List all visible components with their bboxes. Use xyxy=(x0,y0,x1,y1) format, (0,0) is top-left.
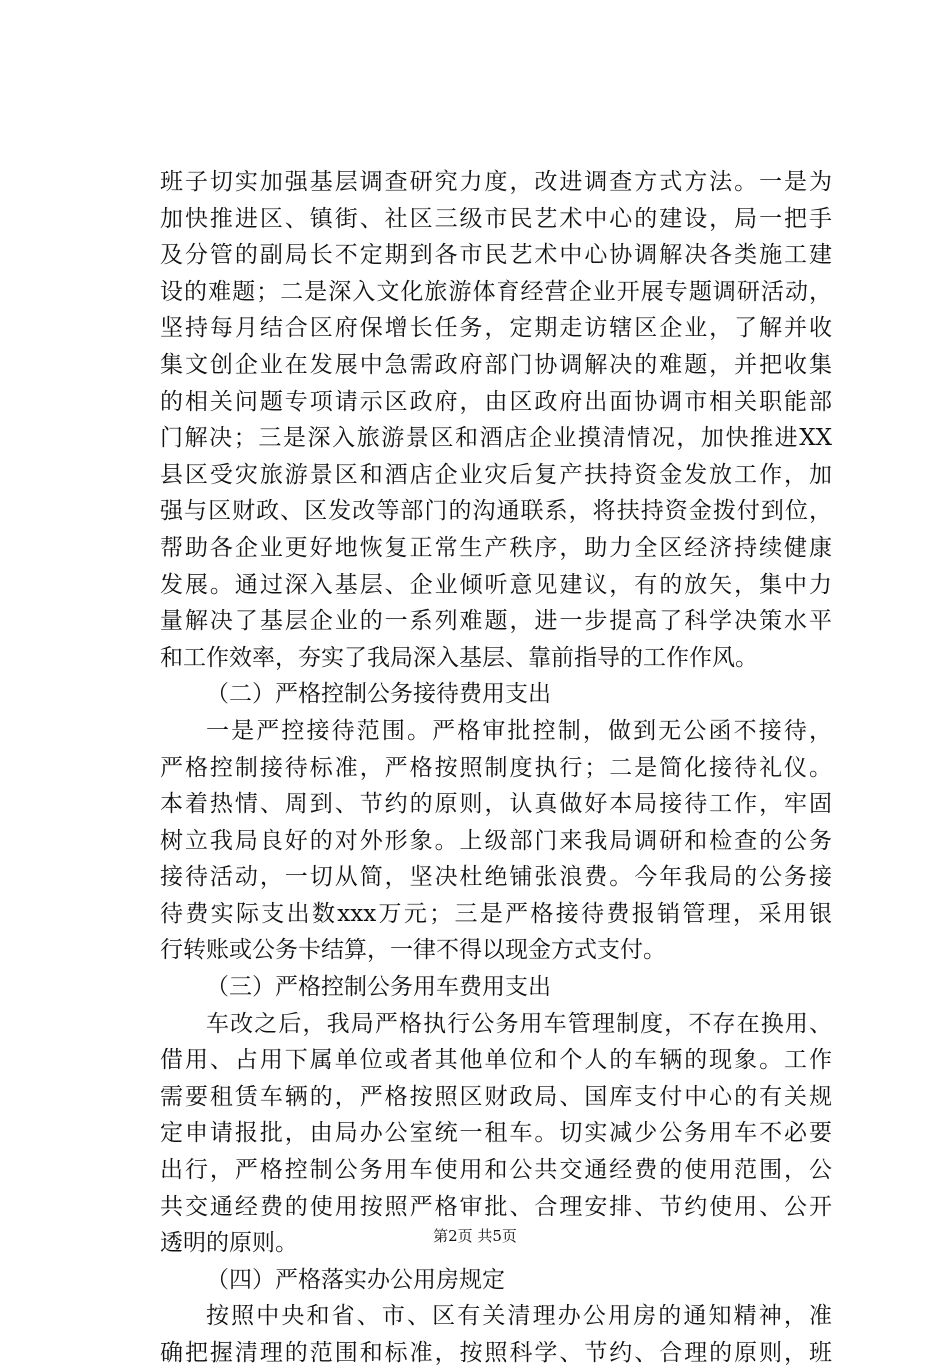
text-line: 待费实际支出数xxx万元；三是严格接待费报销管理，采用银 xyxy=(160,900,832,927)
text-line: 接待活动，一切从简，坚决杜绝铺张浪费。今年我局的公务接 xyxy=(160,864,832,891)
text-line: 共交通经费的使用按照严格审批、合理安排、节约使用、公开 xyxy=(160,1193,832,1220)
section-heading: （四）严格落实办公用房规定 xyxy=(206,1266,505,1293)
text-line: 本着热情、周到、节约的原则，认真做好本局接待工作，牢固 xyxy=(160,791,832,818)
text-line: 设的难题；二是深入文化旅游体育经营企业开展专题调研活动， xyxy=(160,278,832,305)
text-line: 坚持每月结合区府保增长任务，定期走访辖区企业，了解并收 xyxy=(160,315,832,342)
text-line: 班子切实加强基层调查研究力度，改进调查方式方法。一是为 xyxy=(160,169,832,195)
text-line: 需要租赁车辆的，严格按照区财政局、国库支付中心的有关规 xyxy=(160,1083,832,1110)
text-line: 借用、占用下属单位或者其他单位和个人的车辆的现象。工作 xyxy=(160,1047,832,1074)
text-line: 出行，严格控制公务用车使用和公共交通经费的使用范围，公 xyxy=(160,1157,832,1184)
text-line: 加快推进区、镇街、社区三级市民艺术中心的建设，局一把手 xyxy=(160,205,832,232)
text-line: 发展。通过深入基层、企业倾听意见建议，有的放矢，集中力 xyxy=(160,571,832,598)
text-line: 县区受灾旅游景区和酒店企业灾后复产扶持资金发放工作，加 xyxy=(160,461,832,488)
document-body xyxy=(160,164,832,1372)
section-heading: （三）严格控制公务用车费用支出 xyxy=(206,974,551,1001)
text-line: 车改之后，我局严格执行公务用车管理制度，不存在换用、 xyxy=(206,1010,832,1037)
text-line: 量解决了基层企业的一系列难题，进一步提高了科学决策水平 xyxy=(160,608,832,635)
text-line: 强与区财政、区发改等部门的沟通联系，将扶持资金拨付到位， xyxy=(160,498,832,525)
text-line: 行转账或公务卡结算，一律不得以现金方式支付。 xyxy=(160,937,666,964)
text-line: 严格控制接待标准，严格按照制度执行；二是简化接待礼仪。 xyxy=(160,754,832,781)
text-line: 帮助各企业更好地恢复正常生产秩序，助力全区经济持续健康 xyxy=(160,534,832,561)
text-line: 定申请报批，由局办公室统一租车。切实减少公务用车不必要 xyxy=(160,1120,832,1147)
text-line: 集文创企业在发展中急需政府部门协调解决的难题，并把收集 xyxy=(160,351,832,378)
page-number: 第2页 共5页 xyxy=(433,1227,517,1245)
text-line: 及分管的副局长不定期到各市民艺术中心协调解决各类施工建 xyxy=(160,242,832,269)
text-line: 树立我局良好的对外形象。上级部门来我局调研和检查的公务 xyxy=(160,827,832,854)
section-heading: （二）严格控制公务接待费用支出 xyxy=(206,681,551,708)
text-line: 一是严控接待范围。严格审批控制，做到无公函不接待， xyxy=(206,717,832,744)
text-line: 门解决；三是深入旅游景区和酒店企业摸清情况，加快推进XX xyxy=(160,425,832,452)
text-line: 和工作效率，夯实了我局深入基层、靠前指导的工作作风。 xyxy=(160,644,758,671)
text-line: 按照中央和省、市、区有关清理办公用房的通知精神，准 xyxy=(206,1303,832,1330)
text-line: 的相关问题专项请示区政府，由区政府出面协调市相关职能部 xyxy=(160,388,832,415)
text-line: 确把握清理的范围和标准，按照科学、节约、合理的原则，班 xyxy=(160,1340,832,1366)
text-line: 透明的原则。 xyxy=(160,1230,298,1257)
